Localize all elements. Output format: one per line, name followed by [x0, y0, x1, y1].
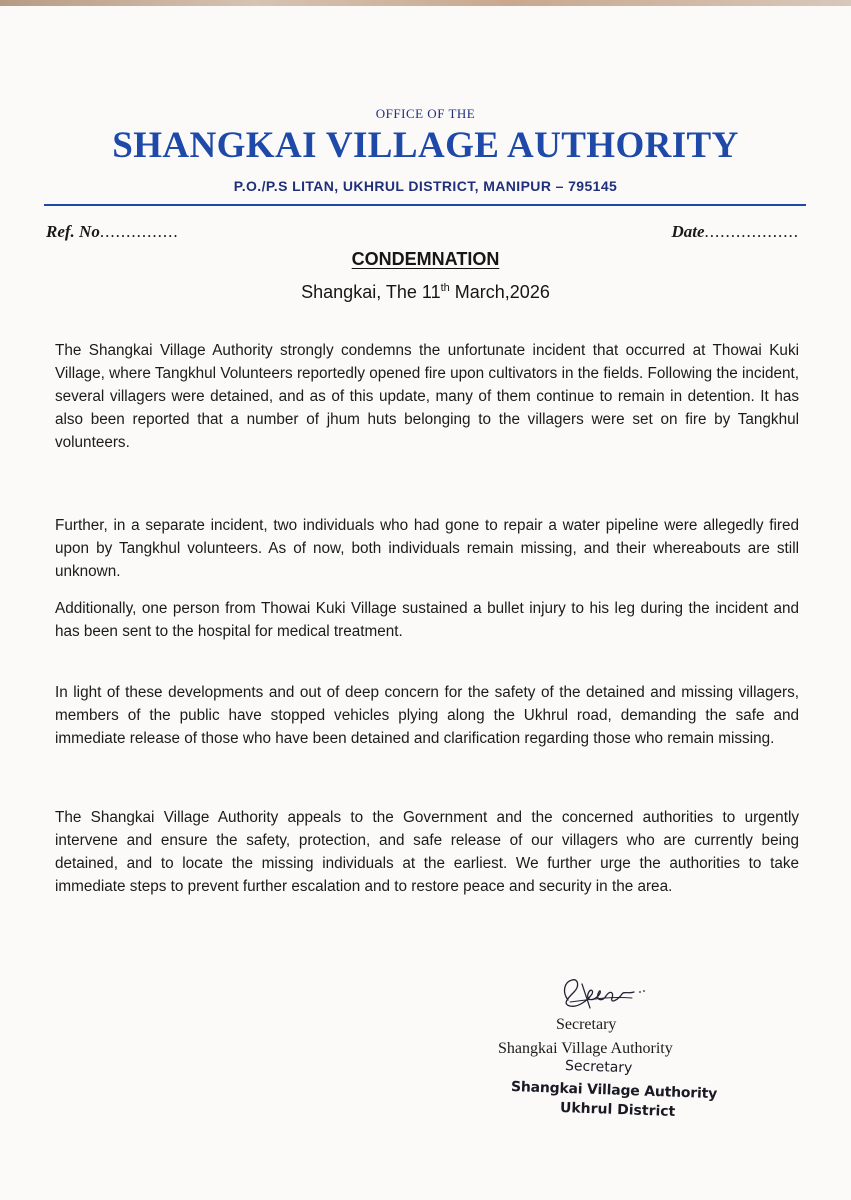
paragraph-5: The Shangkai Village Authority appeals to the Government and the concerned authorities to urgently intervene and ensure the safety, protection, and safe release of our villagers who are currently being detained, and to locate the missing individuals at the earliest. We further urge the authorities to take immediate steps to prevent further escalation and to restore peace and security in the area.: [55, 809, 799, 895]
dateline-prefix: Shangkai, The 11: [301, 282, 441, 302]
dateline-ordinal: th: [440, 282, 450, 294]
date-label: Date: [671, 222, 705, 241]
stamp-organization: Shangkai Village Authority: [510, 1079, 718, 1103]
letterhead-address: P.O./P.S LITAN, UKHRUL DISTRICT, MANIPUR – 795145: [233, 178, 618, 194]
date-blank: ..................: [704, 222, 799, 241]
signatory-organization: Shangkai Village Authority: [498, 1040, 673, 1057]
document-heading: CONDEMNATION: [351, 249, 500, 269]
paragraph-1: The Shangkai Village Authority strongly condemns the unfortunate incident that occurred at Thowai Kuki Village, where Tangkhul Volunteers reportedly opened fire upon cultivators in the fields. Following the incident, several villagers were detained, and as of this update, many of them continue to remain in detention. It has also been reported that a number of jhum huts belonging to the villagers were set on fire by Tangkhul volunteers.: [55, 342, 799, 451]
date-field: [671, 222, 799, 242]
paragraph-4: In light of these developments and out of deep concern for the safety of the detained and missing villagers, members of the public have stopped vehicles plying along the Ukhrul road, demanding the safe and immediate release of those who have been detained and clarification regarding those who remain missing.: [55, 684, 799, 747]
stamp-district: Ukhrul District: [559, 1100, 676, 1121]
signatory-title: Secretary: [556, 1016, 617, 1033]
dateline-suffix: March,2026: [449, 282, 550, 302]
handwritten-signature: [548, 970, 678, 1020]
reference-number-field: [46, 222, 179, 242]
document-dateline: [0, 282, 851, 303]
letterhead-office-line: OFFICE OF THE: [375, 106, 476, 121]
paragraph-3: Additionally, one person from Thowai Kuki Village sustained a bullet injury to his leg during the incident and has been sent to the hospital for medical treatment.: [55, 600, 799, 640]
letterhead-organization-name: SHANGKAI VILLAGE AUTHORITY: [112, 125, 739, 166]
paragraph-2: Further, in a separate incident, two individuals who had gone to repair a water pipeline were allegedly fired upon by Tangkhul volunteers. As of now, both individuals remain missing, and their whereabouts are still unknown.: [55, 517, 799, 580]
reference-number-label: Ref. No: [46, 222, 100, 241]
reference-number-blank: ...............: [99, 222, 179, 241]
letterhead-divider: [44, 204, 806, 206]
stamp-title: Secretary: [564, 1058, 633, 1077]
page-top-edge: [0, 0, 851, 6]
